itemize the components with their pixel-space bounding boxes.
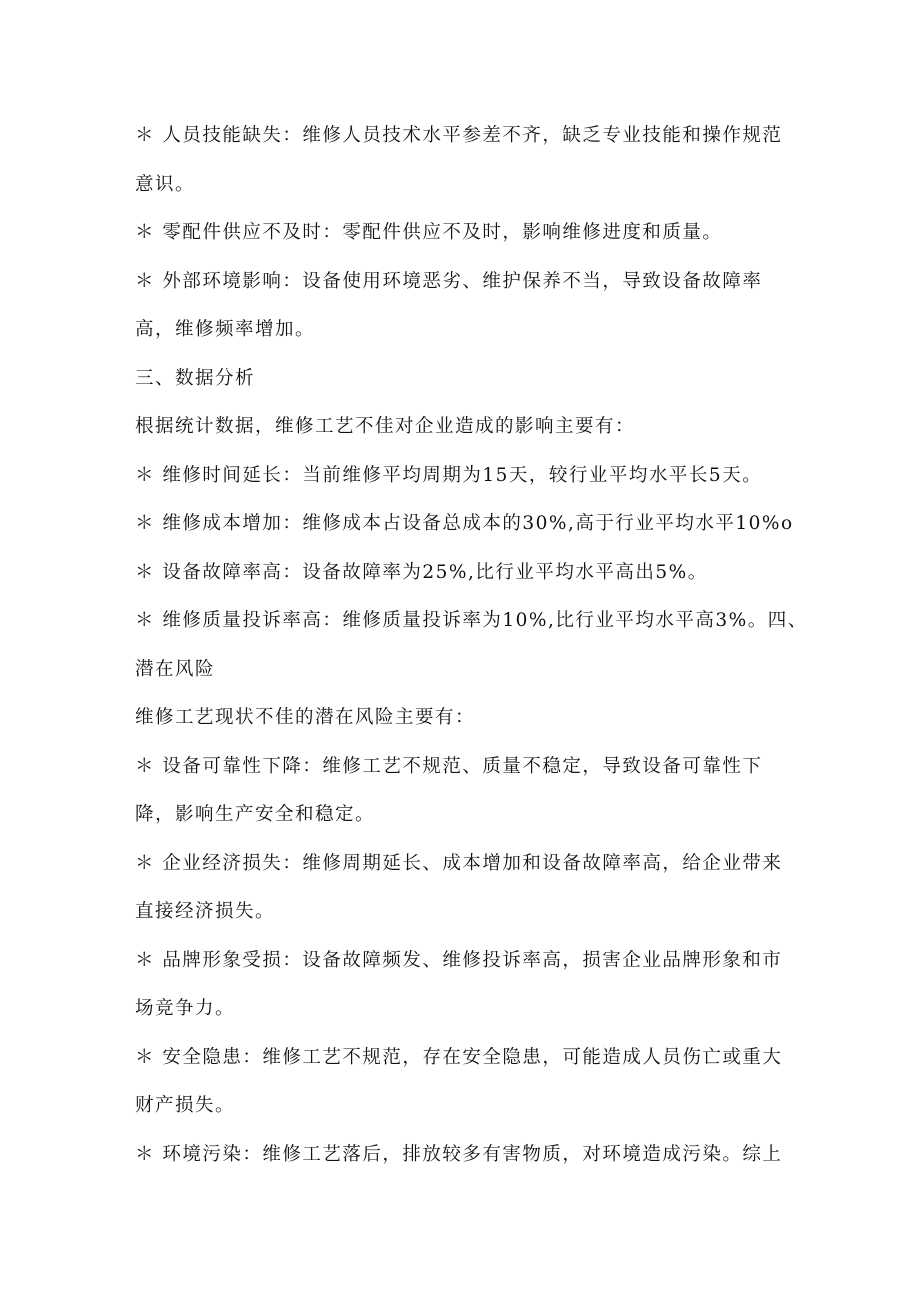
- text-line: 降，影响生产安全和稳定。: [135, 804, 376, 825]
- text-line: ＊ 外部环境影响：设备使用环境恶劣、维护保养不当，导致设备故障率: [135, 270, 763, 292]
- text-line: 财产损失。: [135, 1095, 236, 1116]
- text-line: ＊ 环境污染：维修工艺落后，排放较多有害物质，对环境造成污染。综上: [135, 1143, 783, 1165]
- text-line: ＊ 安全隐患：维修工艺不规范，存在安全隐患，可能造成人员伤亡或重大: [135, 1046, 783, 1068]
- text-line: 直接经济损失。: [135, 901, 276, 922]
- document-page: [135, 112, 808, 1179]
- text-line: ＊ 维修质量投诉率高：维修质量投诉率为10%,比行业平均水平高3%。四、: [135, 610, 808, 631]
- text-line: ＊ 设备故障率高：设备故障率为25%,比行业平均水平高出5%。: [135, 561, 708, 583]
- text-line: 意识。: [135, 173, 196, 195]
- text-line: 根据统计数据，维修工艺不佳对企业造成的影响主要有：: [135, 416, 636, 437]
- section-heading: 潜在风险: [135, 658, 216, 680]
- text-line: ＊ 人员技能缺失：维修人员技术水平参差不齐，缺乏专业技能和操作规范: [135, 125, 783, 146]
- text-line: 高，维修频率增加。: [135, 319, 316, 340]
- text-line: 场竞争力。: [135, 998, 236, 1019]
- section-heading: 三、数据分析: [135, 367, 256, 389]
- text-line: ＊ 企业经济损失：维修周期延长、成本增加和设备故障率高，给企业带来: [135, 852, 783, 874]
- text-line: ＊ 维修时间延长：当前维修平均周期为15天，较行业平均水平长5天。: [135, 464, 763, 486]
- text-line: ＊ 品牌形象受损：设备故障频发、维修投诉率高，损害企业品牌形象和市: [135, 949, 783, 971]
- text-line: ＊ 零配件供应不及时：零配件供应不及时，影响维修进度和质量。: [135, 222, 723, 243]
- text-line: ＊ 维修成本增加：维修成本占设备总成本的30%,高于行业平均水平10%o: [135, 513, 794, 534]
- text-line: 维修工艺现状不佳的潜在风险主要有：: [135, 707, 476, 728]
- text-line: ＊ 设备可靠性下降：维修工艺不规范、质量不稳定，导致设备可靠性下: [135, 755, 763, 777]
